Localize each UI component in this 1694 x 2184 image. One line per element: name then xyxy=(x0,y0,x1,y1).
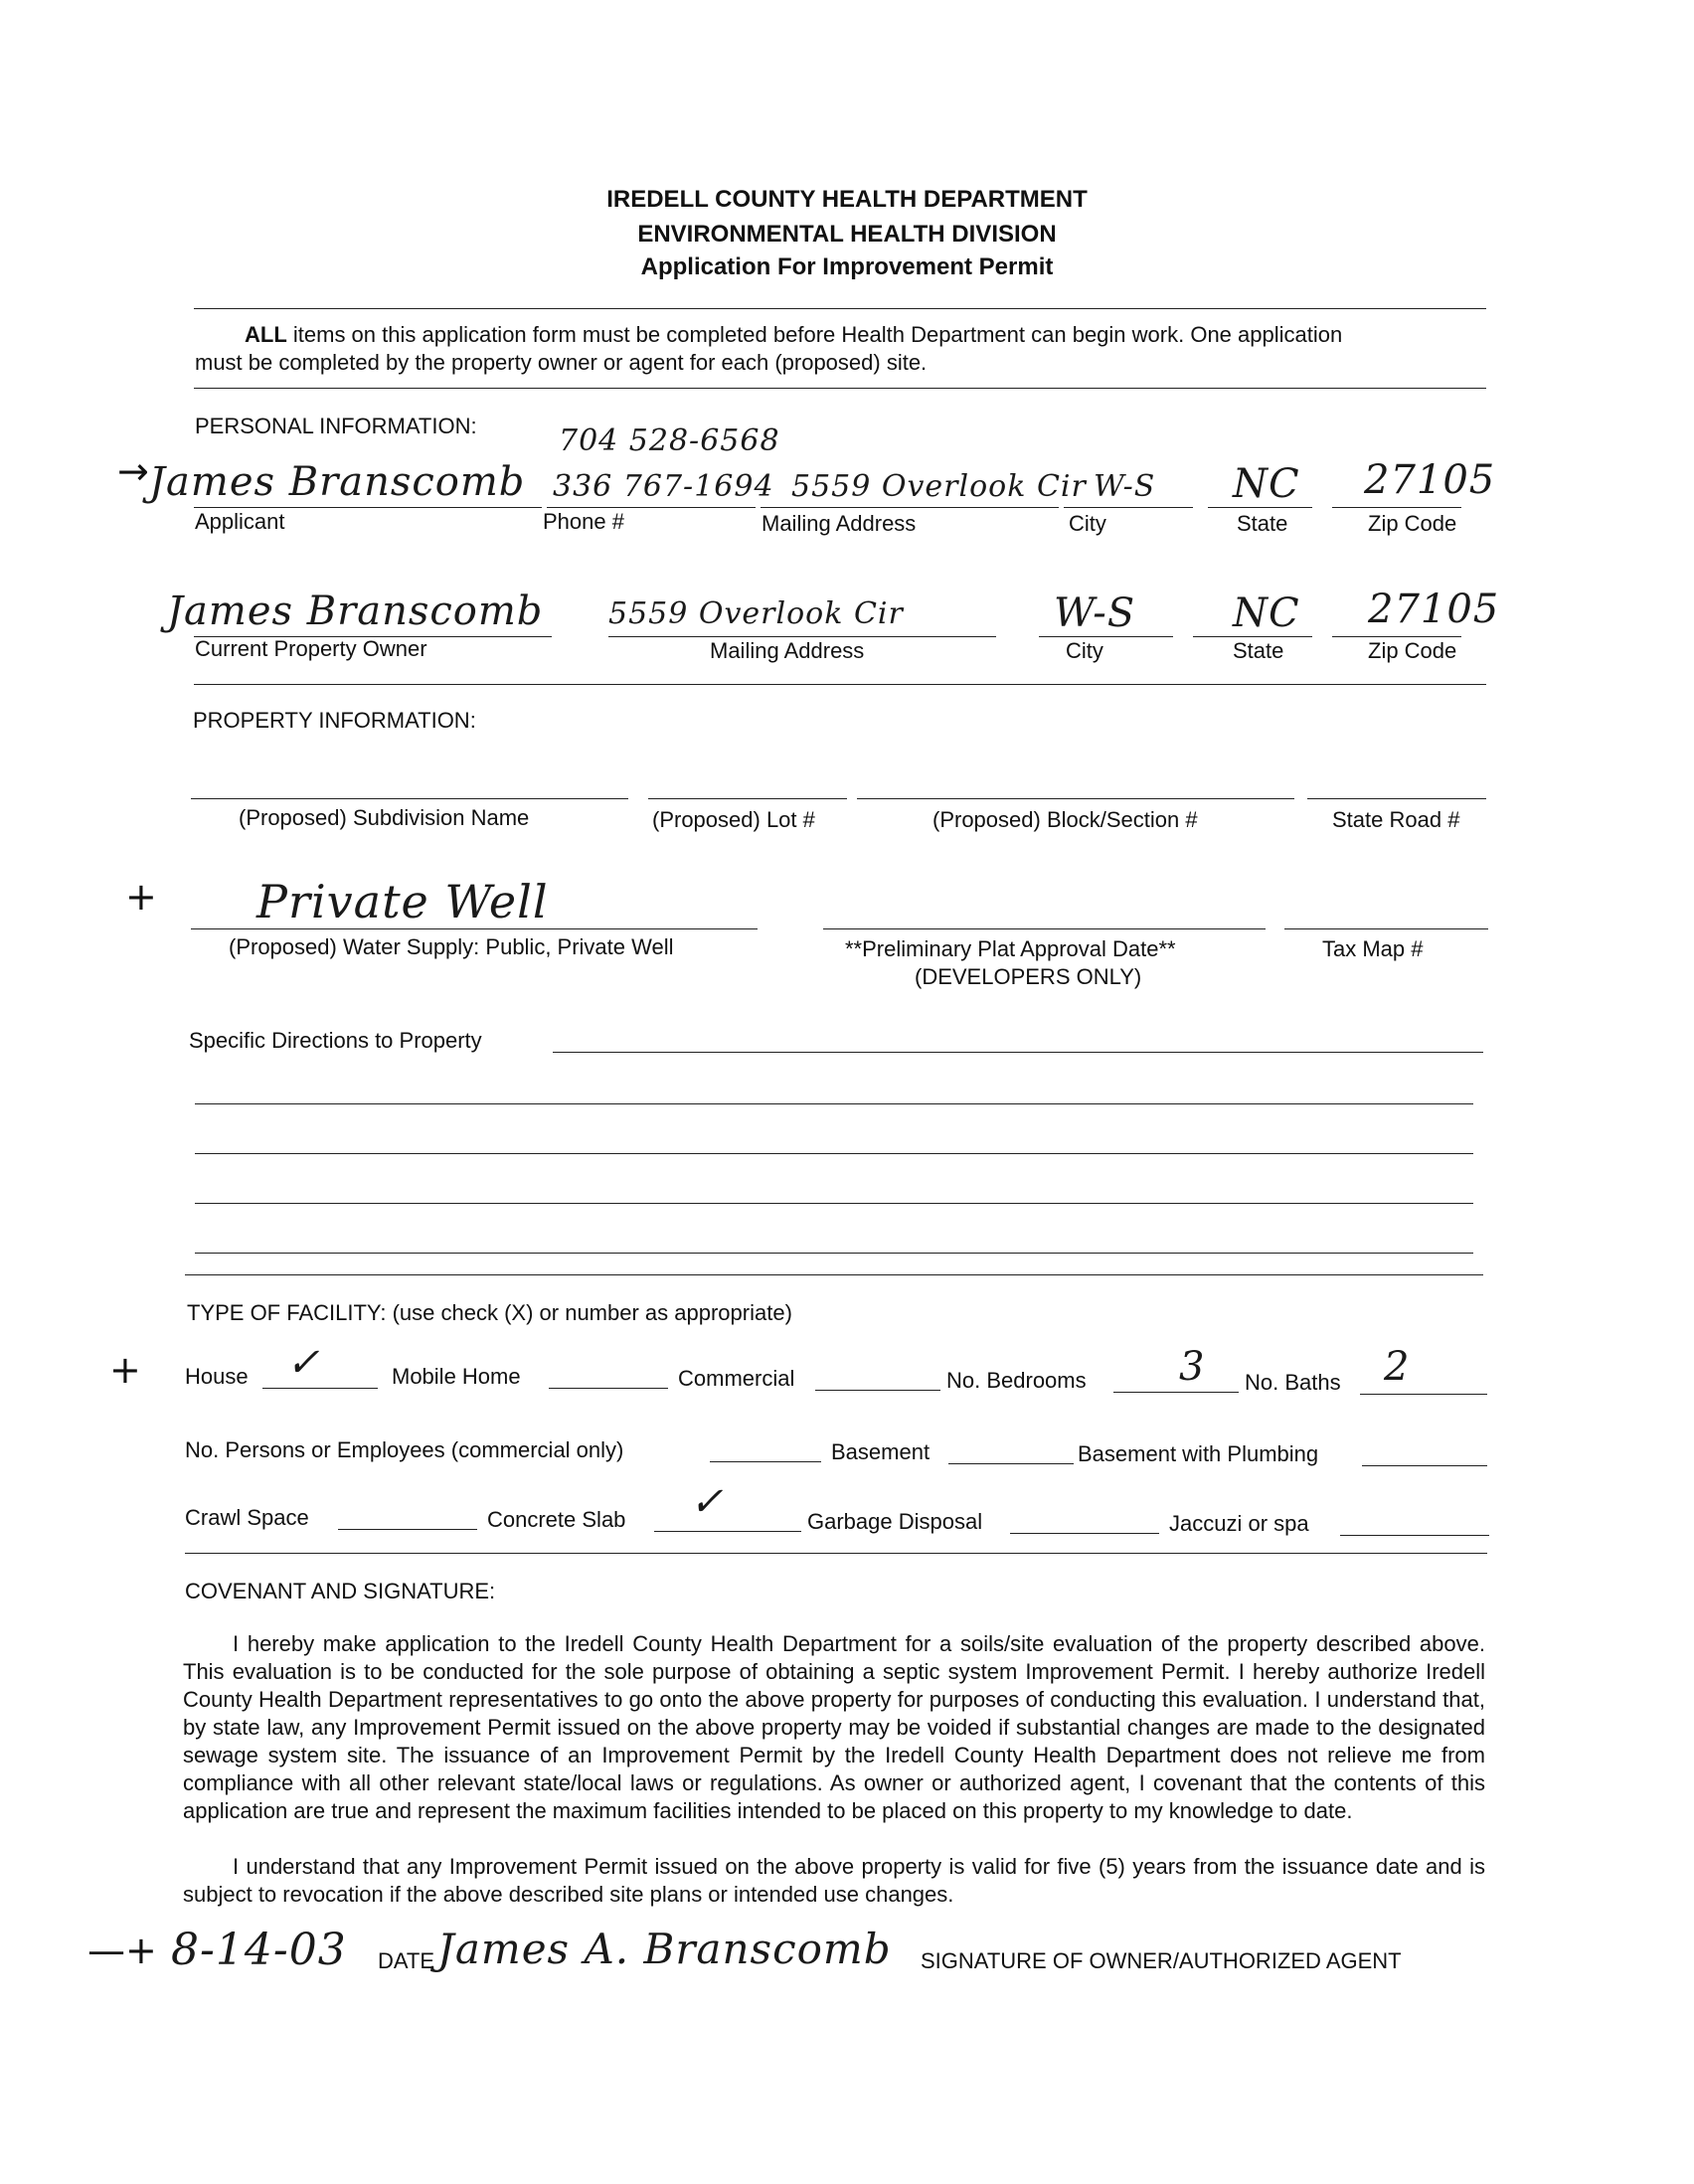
directions-line-4 xyxy=(195,1203,1473,1204)
tax-map-label: Tax Map # xyxy=(1322,936,1424,961)
plat-line xyxy=(823,928,1266,929)
applicant-margin-mark: → xyxy=(117,449,149,493)
basement-label: Basement xyxy=(831,1439,931,1464)
facility-rule xyxy=(185,1553,1487,1554)
jacuzzi-line xyxy=(1340,1535,1489,1536)
date-margin-mark: —+ xyxy=(87,1929,157,1972)
house-label: House xyxy=(185,1364,249,1389)
applicant-name-hw: James Branscomb xyxy=(149,459,526,505)
crawl-space-line xyxy=(338,1529,477,1530)
plat-approval-label: **Preliminary Plat Approval Date** xyxy=(845,936,1176,961)
baths-line xyxy=(1360,1394,1487,1395)
subdivision-label: (Proposed) Subdivision Name xyxy=(239,805,530,830)
dept-title: IREDELL COUNTY HEALTH DEPARTMENT xyxy=(606,186,1088,213)
personal-rule xyxy=(194,684,1486,685)
directions-line-1 xyxy=(553,1052,1483,1053)
date-label: DATE xyxy=(378,1948,435,1973)
garbage-disposal-label: Garbage Disposal xyxy=(807,1509,983,1534)
road-line xyxy=(1307,798,1486,799)
date-hw: 8-14-03 xyxy=(171,1925,347,1975)
basement-plumbing-line xyxy=(1362,1465,1487,1466)
mailing-line xyxy=(761,507,1059,508)
bedrooms-label: No. Bedrooms xyxy=(946,1368,1087,1393)
covenant-heading: COVENANT AND SIGNATURE: xyxy=(185,1579,496,1603)
facility-heading: TYPE OF FACILITY: (use check (X) or number as appropriate) xyxy=(187,1300,792,1325)
block-section-label: (Proposed) Block/Section # xyxy=(932,807,1198,832)
garbage-disposal-line xyxy=(1010,1533,1159,1534)
owner-mailing-label: Mailing Address xyxy=(710,638,865,663)
applicant-zip-hw: 27105 xyxy=(1364,457,1496,503)
signature-hw: James A. Branscomb xyxy=(437,1925,892,1973)
phone-label: Phone # xyxy=(543,509,624,534)
concrete-slab-line xyxy=(654,1531,801,1532)
notice-rule xyxy=(194,388,1486,389)
form-title: Application For Improvement Permit xyxy=(640,253,1054,280)
zip-code-label: Zip Code xyxy=(1368,511,1457,536)
owner-address-hw: 5559 Overlook Cir xyxy=(608,596,904,631)
water-supply-label: (Proposed) Water Supply: Public, Private Well xyxy=(229,934,674,959)
bedrooms-line xyxy=(1113,1392,1239,1393)
state-label: State xyxy=(1237,511,1288,536)
directions-rule xyxy=(185,1274,1483,1275)
notice-line-2: must be completed by the property owner or agent for each (proposed) site. xyxy=(195,350,928,375)
signature-label: SIGNATURE OF OWNER/AUTHORIZED AGENT xyxy=(921,1948,1402,1973)
jacuzzi-label: Jaccuzi or spa xyxy=(1169,1511,1309,1536)
directions-line-5 xyxy=(195,1253,1473,1254)
notice-line-1: ALL items on this application form must be completed before Health Department can begin work. One application xyxy=(245,322,1343,347)
lot-line xyxy=(648,798,847,799)
baths-value-hw: 2 xyxy=(1384,1344,1411,1390)
concrete-slab-label: Concrete Slab xyxy=(487,1507,626,1532)
slab-check-mark: ✓ xyxy=(690,1479,725,1525)
applicant-city-hw: W-S xyxy=(1094,469,1156,504)
house-check-mark: ✓ xyxy=(286,1340,321,1386)
mobile-home-label: Mobile Home xyxy=(392,1364,521,1389)
applicant-phone-hw: 336 767-1694 xyxy=(553,469,774,504)
division-title: ENVIRONMENTAL HEALTH DIVISION xyxy=(637,221,1057,248)
owner-state-hw: NC xyxy=(1233,590,1300,636)
owner-state-line xyxy=(1193,636,1312,637)
directions-line-3 xyxy=(195,1153,1473,1154)
applicant-address-hw: 5559 Overlook Cir xyxy=(791,469,1087,504)
city-line xyxy=(1064,507,1193,508)
owner-zip-line xyxy=(1332,636,1461,637)
baths-label: No. Baths xyxy=(1245,1370,1341,1395)
bedrooms-value-hw: 3 xyxy=(1179,1344,1206,1390)
commercial-line xyxy=(815,1390,940,1391)
basement-plumbing-label: Basement with Plumbing xyxy=(1078,1441,1319,1466)
owner-city-hw: W-S xyxy=(1054,590,1136,636)
property-info-heading: PROPERTY INFORMATION: xyxy=(193,708,476,733)
basement-line xyxy=(948,1463,1074,1464)
directions-line-2 xyxy=(195,1103,1473,1104)
applicant-phone-alt: 704 528-6568 xyxy=(559,423,780,458)
house-line xyxy=(262,1388,378,1389)
state-road-label: State Road # xyxy=(1332,807,1460,832)
water-line xyxy=(191,928,758,929)
water-supply-hw: Private Well xyxy=(256,875,549,928)
covenant-paragraph-1: I hereby make application to the Iredell County Health Department for a soils/site evaluation of the property described above. This evaluation is to be conducted for the sole purpose of obtaining a septic system Improvement Permit. I hereby authorize Iredell County Health Department representatives to go onto the above property for purposes of conducting this evaluation. I understand that, by state law, any Improvement Permit issued on the above property may be voided if substantial changes are made to the designated sewage system site. The issuance of an Improvement Permit by the Iredell County Health Department does not relieve me from compliance with all other relevant state/local laws or regulations. As owner or authorized agent, I covenant that the contents of this application are true and represent the maximum facilities intended to be placed on this property to my knowledge to date. xyxy=(183,1631,1485,1823)
covenant-paragraph-2: I understand that any Improvement Permit issued on the above property is valid for five (5) years from the issuance date and is subject to revocation if the above described site plans or intended use changes. xyxy=(183,1854,1485,1907)
developers-only-note: (DEVELOPERS ONLY) xyxy=(915,964,1142,989)
city-label: City xyxy=(1069,511,1106,536)
owner-label: Current Property Owner xyxy=(195,636,427,661)
persons-line xyxy=(710,1461,821,1462)
taxmap-line xyxy=(1284,928,1488,929)
block-line xyxy=(857,798,1294,799)
owner-zip-hw: 27105 xyxy=(1368,587,1500,632)
owner-mailing-line xyxy=(608,636,996,637)
commercial-label: Commercial xyxy=(678,1366,795,1391)
mailing-address-label: Mailing Address xyxy=(762,511,917,536)
persons-label: No. Persons or Employees (commercial only) xyxy=(185,1437,624,1462)
header-rule xyxy=(194,308,1486,309)
applicant-label: Applicant xyxy=(195,509,285,534)
owner-zip-label: Zip Code xyxy=(1368,638,1457,663)
personal-info-heading: PERSONAL INFORMATION: xyxy=(195,414,477,438)
lot-label: (Proposed) Lot # xyxy=(652,807,815,832)
crawl-space-label: Crawl Space xyxy=(185,1505,309,1530)
owner-state-label: State xyxy=(1233,638,1284,663)
owner-city-line xyxy=(1039,636,1173,637)
applicant-state-hw: NC xyxy=(1233,461,1300,507)
state-line xyxy=(1208,507,1312,508)
directions-label: Specific Directions to Property xyxy=(189,1028,482,1053)
phone-line xyxy=(547,507,756,508)
zip-line xyxy=(1332,507,1461,508)
owner-city-label: City xyxy=(1066,638,1103,663)
owner-name-hw: James Branscomb xyxy=(167,588,544,634)
water-margin-mark: + xyxy=(125,875,157,919)
applicant-line xyxy=(194,507,542,508)
mobile-home-line xyxy=(549,1388,668,1389)
house-margin-mark: + xyxy=(109,1348,141,1392)
subdivision-line xyxy=(191,798,628,799)
